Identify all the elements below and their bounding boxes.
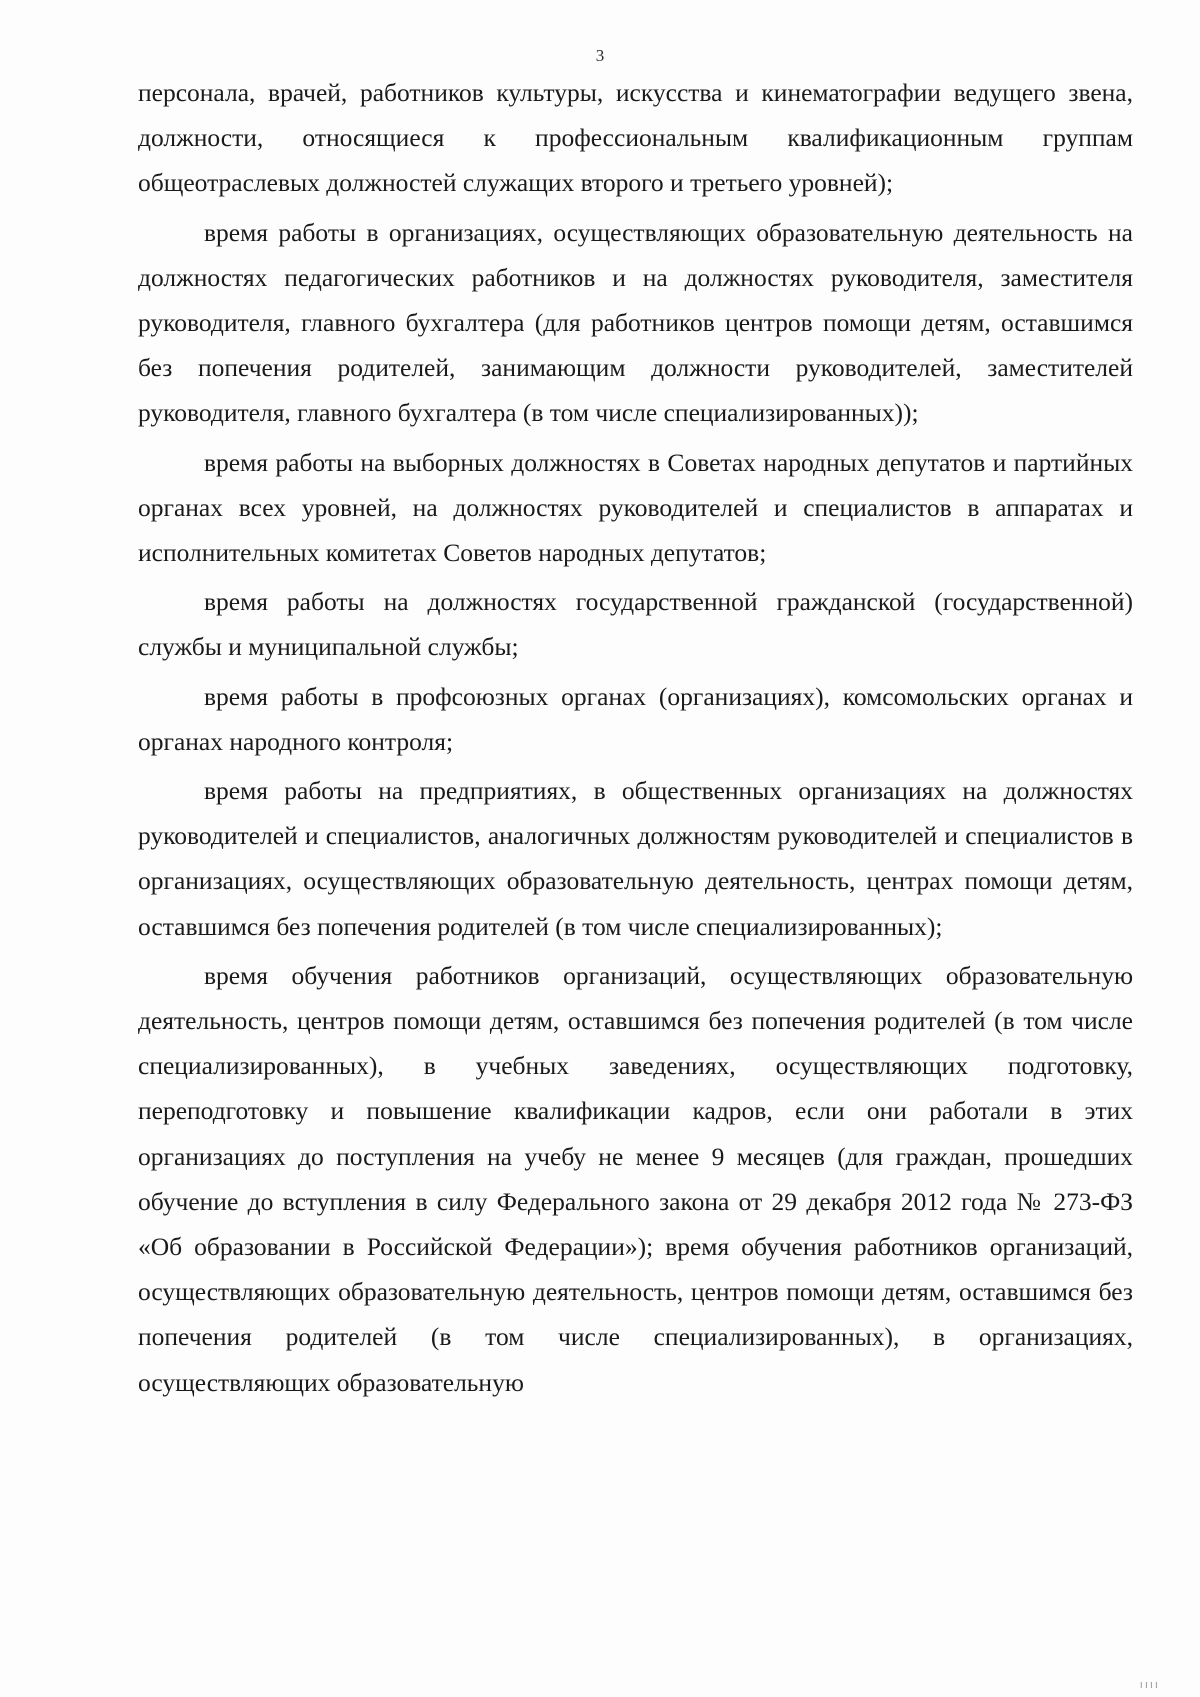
- page-number: 3: [595, 46, 605, 65]
- document-body: [138, 70, 1133, 1409]
- paragraph: время работы на предприятиях, в общественных организациях на должностях руководителей и специалистов, аналогичных должностям руководителей и специалистов в организациях, осуществляющих образовательную деятельность, центрах помощи детям, оставшимся без попечения родителей (в том числе специализированных);: [138, 776, 1133, 941]
- paragraph: время работы на выборных должностях в Советах народных депутатов и партийных органах всех уровней, на должностях руководителей и специалистов в аппаратах и исполнительных комитетах Советов народных депутатов;: [138, 447, 1133, 568]
- paragraph: время работы в профсоюзных органах (организациях), комсомольских органах и органах народного контроля;: [138, 681, 1133, 756]
- paragraph: время работы в организациях, осуществляющих образовательную деятельность на должностях педагогических работников и на должностях руководителя, заместителя руководителя, главного бухгалтера (для работников центров помощи детям, оставшимся без попечения родителей, занимающим должности руководителей, заместителей руководителя, главного бухгалтера (в том числе специализированных));: [138, 217, 1133, 428]
- paragraph: время обучения работников организаций, осуществляющих образовательную деятельность, центров помощи детям, оставшимся без попечения родителей (в том числе специализированных), в учебных заведениях, осуществляющих подготовку, переподготовку и повышение квалификации кадров, если они работали в этих организациях до поступления на учебу не менее 9 месяцев (для граждан, прошедших обучение до вступления в силу Федерального закона от 29 декабря 2012 года № 273-ФЗ «Об образовании в Российской Федерации»); время обучения работников организаций, осуществляющих образовательную деятельность, центров помощи детям, оставшимся без попечения родителей (в том числе специализированных), в организациях, осуществляющих образовательную: [138, 960, 1133, 1397]
- paragraph: персонала, врачей, работников культуры, искусства и кинематографии ведущего звена, должности, относящиеся к профессиональным квалификационным группам общеотраслевых должностей служащих второго и третьего уровней);: [138, 78, 1133, 198]
- scan-artifact-mark: ıııı: [1139, 1679, 1160, 1691]
- paragraph: время работы на должностях государственной гражданской (государственной) службы и муниципальной службы;: [138, 587, 1133, 662]
